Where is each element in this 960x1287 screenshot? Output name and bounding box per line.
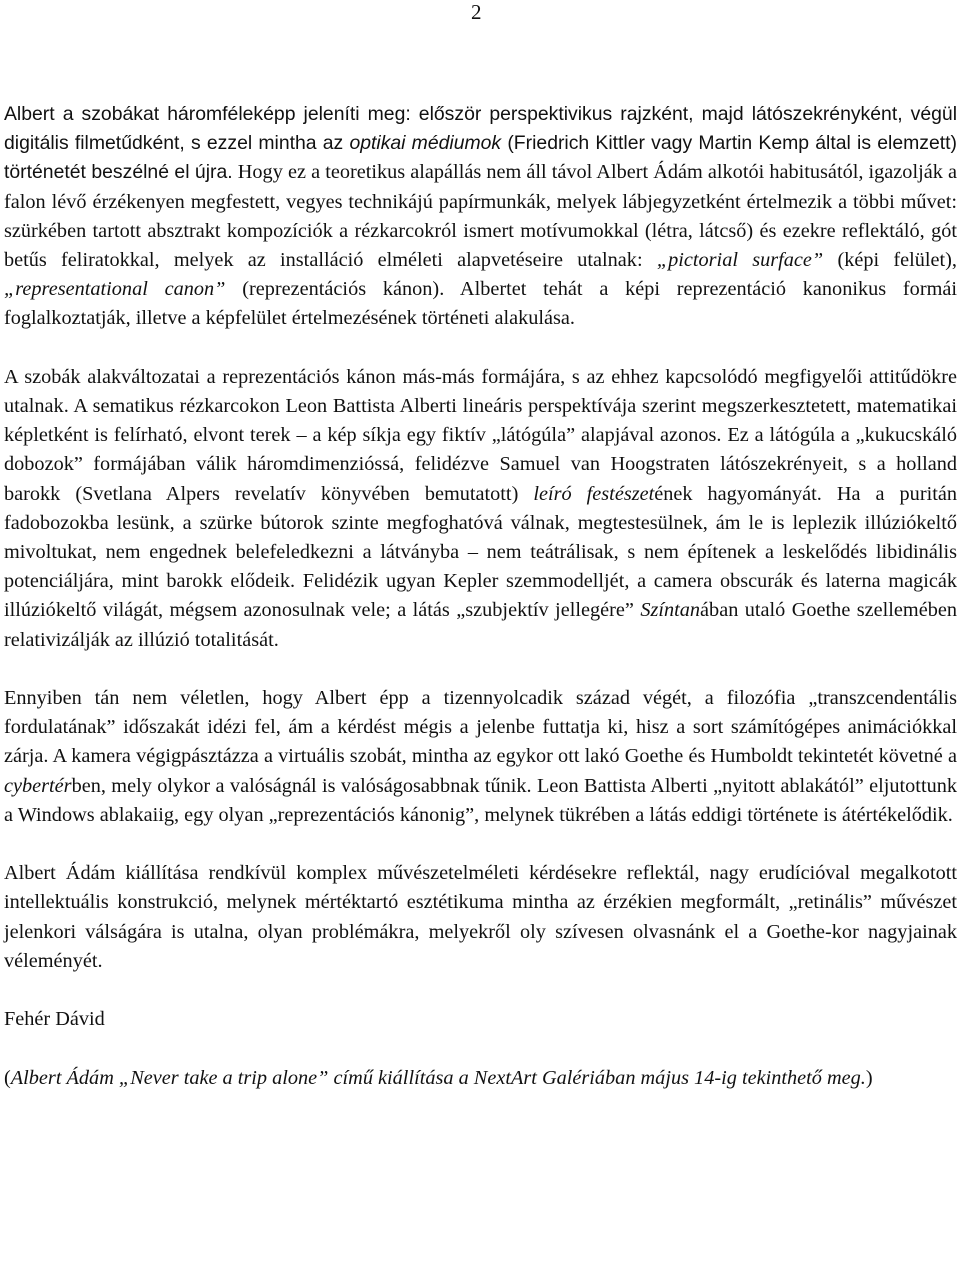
paragraph-1-sans-c: (Friedrich Kittler vagy Martin Kemp által is elemzett) történetét beszélné el újra.: [4, 132, 957, 184]
paragraph-1-text-i: Albertet tehát a képi reprezentáció kanonikus formái foglalkoztatják, illetve a képfelület értelmezésének történeti alakulása.: [4, 278, 957, 330]
paragraph-1-italic-g: „representational canon”: [4, 278, 226, 301]
exhibition-note-close-paren: ): [865, 1066, 873, 1089]
paragraph-1-text-d: Hogy ez a teoretikus alapállás nem áll távol Albert Ádám alkotói habitusától, igazolják a falon lévő érzékenyen megfestett, vegyes technikájú papírmunkák, melyek lábjegyzetként értelmezik a többi művet: szürkében tartott absztrakt kompozíciók a rézkarcokról ismert motívumokkal (létra, látcső) és ezekre reflektáló, gót betűs feliratokkal, melyek az installáció elméleti alapvetéseire utalnak:: [4, 161, 957, 272]
paragraph-2-text-a: A szobák alakváltozatai a reprezentációs kánon más-más formájára, s az ehhez kapcsolódó megfigyelői attitűdökre utalnak. A sematikus rézkarcokon Leon Battista Alberti lineáris perspektívája szerint megszerkesztetett, matematikai képletként is felírható, elvont terek – a kép síkja egy fiktív „látógúla” alapjával azonos. Ez a látógúla a „kukucskáló dobozok” formájában válik háromdimenzióssá, felidézve Samuel van Hoogstraten látószekrényeit, s a holland barokk (Svetlana Alpers revelatív könyvében bemutatott): [4, 365, 957, 505]
paragraph-3-italic-b: cybertér: [4, 774, 72, 797]
article-body: [4, 100, 957, 1093]
exhibition-note-open-paren: (: [4, 1066, 11, 1089]
paragraph-1-italic-e: „pictorial surface”: [656, 249, 824, 272]
paragraph-4: Albert Ádám kiállítása rendkívül komplex művészetelméleti kérdésekre reflektál, nagy erudícióval megalkotott intellektuális konstrukció, melynek mértéktartó esztétikuma mintha az érzékien megformált, „retinális” művészet jelenkori válságára is utalna, olyan problémákra, melyekről oly szívesen olvasnánk el a Goethe-kor nagyjainak véleményét.: [4, 862, 957, 972]
paragraph-2-text-c: ének hagyományát. Ha a puritán fadobozokba lesünk, a szürke bútorok szinte megfoghatóvá válnak, megtestesülnek, ám le is leplezik illúziókeltő mivoltukat, nem engednek belefeledkezni a látványba – nem teátrálisak, s nem építenek a leskelődés libidinális potenciáljára, mint barokk elődeik. Felidézik ugyan Kepler szemmodelljét, a camera obscurák és laterna magicák illúziókeltő világát, mégsem azonosulnak vele; a látás „szubjektív jellegére”: [4, 482, 957, 622]
paragraph-2-italic-d: Színtan: [640, 599, 701, 622]
paragraph-2-italic-b: leíró festészet: [533, 482, 655, 505]
exhibition-note-text: Albert Ádám „Never take a trip alone” című kiállítása a NextArt Galériában május 14-ig tekinthető meg.: [10, 1066, 866, 1089]
author-signature: Fehér Dávid: [4, 1008, 105, 1031]
paragraph-2-text-e: ában utaló Goethe szellemében relativizálják az illúzió totalitását.: [4, 599, 957, 651]
page-number: 2: [471, 0, 482, 24]
paragraph-1-text-f: (képi felület),: [823, 249, 957, 272]
exhibition-note: [4, 1064, 957, 1093]
paragraph-1: [4, 100, 957, 334]
paragraph-3-text-c: ben, mely olykor a valóságnál is valóságosabbnak tűnik. Leon Battista Alberti „nyitott ablakától” eljutottunk a Windows ablakaiig, egy olyan „reprezentációs kánonig”, melynek tükrében a látás eddigi története is átértékelődik.: [4, 774, 957, 826]
paragraph-3-text-a: Ennyiben tán nem véletlen, hogy Albert épp a tizennyolcadik század végét, a filozófia „transzcendentális fordulatának” időszakát idézi fel, ám a kérdést mégis a jelenbe futtatja ki, hisz a sort számítógépes animációkkal zárja. A kamera végigpásztázza a virtuális szobát, mintha az egykor ott lakó Goethe és Humboldt tekintetét követné a: [4, 687, 957, 768]
paragraph-1-text-h: (reprezentációs kánon).: [225, 278, 445, 301]
paragraph-1-italic-b: optikai médiumok: [349, 132, 502, 155]
paragraph-2: [4, 363, 957, 655]
paragraph-3: [4, 684, 957, 830]
paragraph-1-sans-a: Albert a szobákat háromféleképp jeleníti meg: először perspektivikus rajzként, majd látószekrényként, végül digitális filmetűdként, s ezzel mintha az: [4, 103, 957, 155]
